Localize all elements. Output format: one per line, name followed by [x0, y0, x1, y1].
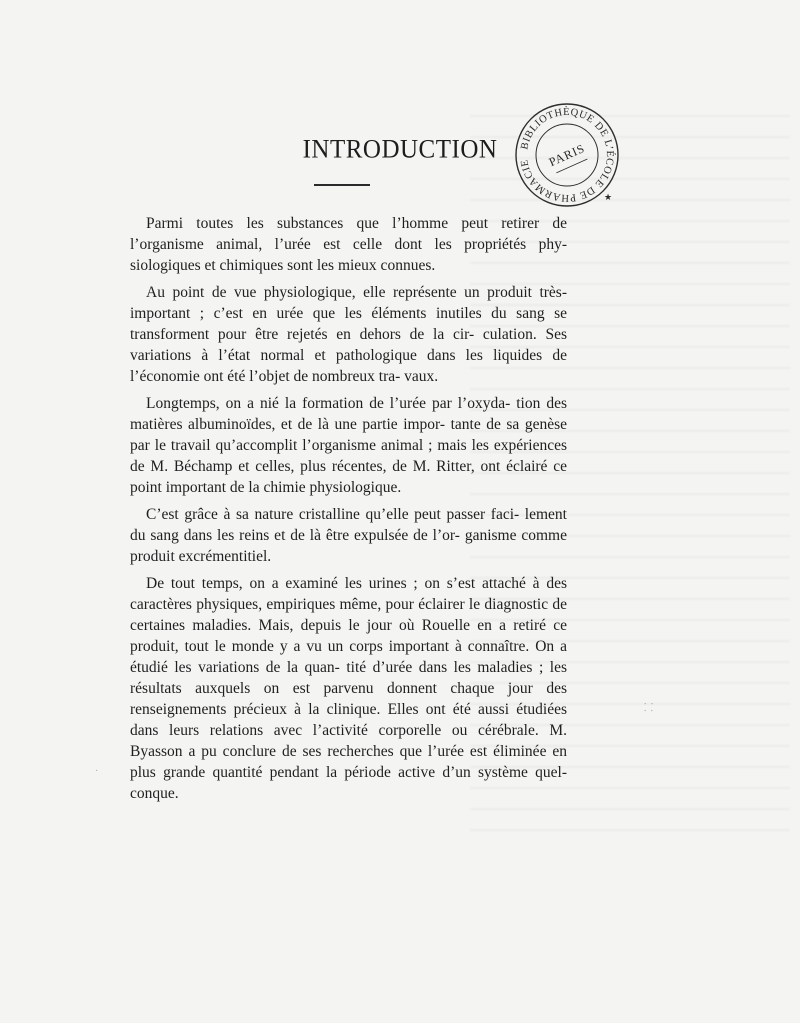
library-stamp: [512, 100, 622, 210]
body-text: [130, 213, 567, 810]
paragraph-4: C’est grâce à sa nature cristalline qu’elle peut passer faci- lement du sang dans les reins et de là être expulsée de l’or- ganisme comme produit excrémentitiel.: [130, 506, 567, 565]
paragraph-3: Longtemps, on a nié la formation de l’urée par l’oxyda- tion des matières albuminoïdes, et de là une partie impor- tante de sa genèse par le travail qu’accomplit l’organisme animal ; mais les expériences de M. Béchamp et celles, plus récentes, de M. Ritter, ont éclairé ce point important de la chimie physiologique.: [130, 395, 567, 496]
speck-mark: ⸬: [644, 702, 654, 714]
speck-mark: ·: [95, 766, 99, 777]
paragraph-5: De tout temps, on a examiné les urines ; on s’est attaché à des caractères physiques, empiriques même, pour éclairer le diagnostic de certaines maladies. Mais, depuis le jour où Rouelle en a retiré ce produit, tout le monde y a vu un corps important à connaître. On a étudié les variations de la quan- tité d’urée dans les maladies ; les résultats auxquels on est parvenu donnent chaque jour des renseignements précieux à la clinique. Elles ont été aussi étudiées dans leurs relations avec l’activité corporelle ou cérébrale. M. Byasson a pu conclure de ses recherches que l’urée est éliminée en plus grande quantité pendant la période active d’un système quel- conque.: [130, 575, 567, 802]
page-title: INTRODUCTION: [302, 135, 498, 164]
stamp-center-text: PARIS: [546, 140, 588, 170]
stamp-ring-text: BIBLIOTHÈQUE DE L’ÉCOLE DE PHARMACIE: [519, 106, 616, 204]
paragraph-2: Au point de vue physiologique, elle représente un produit très-important ; c’est en urée que les éléments inutiles du sang se transforment pour être rejetés en dehors de la cir- culation. Ses variations à l’état normal et pathologique dans les liquides de l’économie ont été l’objet de nombreux tra- vaux.: [130, 284, 567, 385]
stamp-star-icon: ★: [604, 193, 613, 203]
paragraph-1: Parmi toutes les substances que l’homme peut retirer de l’organisme animal, l’urée est celle dont les propriétés phy- siologiques et chimiques sont les mieux connues.: [130, 215, 567, 274]
title-rule: [314, 184, 370, 186]
